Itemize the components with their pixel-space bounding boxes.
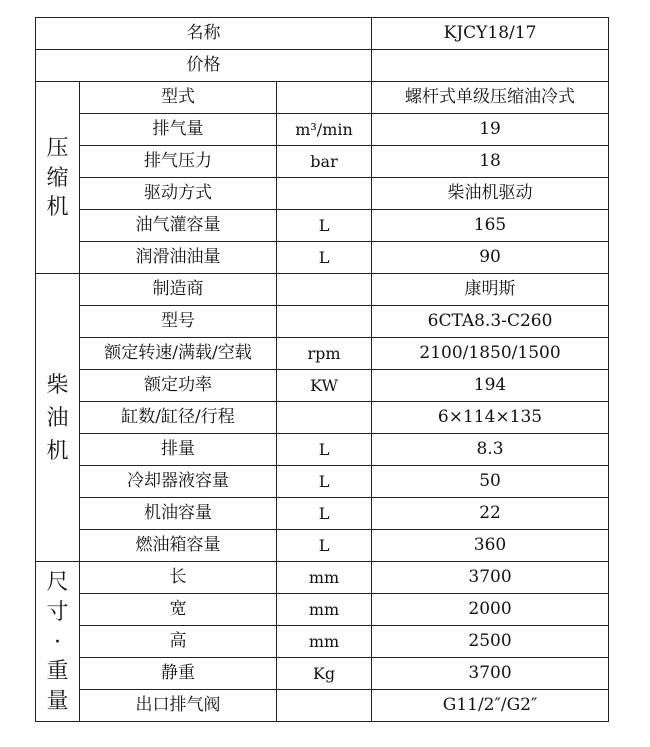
row-value: 50 xyxy=(372,466,609,498)
row-unit: L xyxy=(277,498,372,530)
table-row xyxy=(36,498,609,530)
group-compressor xyxy=(36,82,80,274)
row-unit: m³/min xyxy=(277,114,372,146)
row-label: 制造商 xyxy=(80,274,277,306)
row-label: 燃油箱容量 xyxy=(80,530,277,562)
row-unit: bar xyxy=(277,146,372,178)
model-value: KJCY18/17 xyxy=(372,18,609,50)
row-unit: mm xyxy=(277,626,372,658)
row-value: 2000 xyxy=(372,594,609,626)
row-value: 3700 xyxy=(372,658,609,690)
group-label-char: 柴 xyxy=(46,373,69,398)
row-value: 2100/1850/1500 xyxy=(372,338,609,370)
group-label-char: 压 xyxy=(46,135,69,161)
group-label-char: 重 xyxy=(46,659,69,685)
group-label-char: 尺 xyxy=(46,570,69,596)
table-row xyxy=(36,242,609,274)
table-row xyxy=(36,210,609,242)
row-value: 康明斯 xyxy=(372,274,609,306)
row-unit: L xyxy=(277,466,372,498)
group-label-char: 量 xyxy=(46,689,69,715)
row-value: 柴油机驱动 xyxy=(372,178,609,210)
row-label: 冷却器液容量 xyxy=(80,466,277,498)
row-unit xyxy=(277,306,372,338)
row-value: 19 xyxy=(372,114,609,146)
row-unit: mm xyxy=(277,562,372,594)
row-unit: mm xyxy=(277,594,372,626)
table-row xyxy=(36,466,609,498)
group-label-char: 机 xyxy=(46,195,69,221)
row-label: 额定功率 xyxy=(80,370,277,402)
price-label: 价格 xyxy=(36,50,372,82)
row-unit: L xyxy=(277,434,372,466)
row-label: 宽 xyxy=(80,594,277,626)
name-label: 名称 xyxy=(36,18,372,50)
row-value: 90 xyxy=(372,242,609,274)
group-label-char: 缩 xyxy=(46,165,69,191)
table-row xyxy=(36,274,609,306)
table-row xyxy=(36,594,609,626)
row-value: 3700 xyxy=(372,562,609,594)
row-unit xyxy=(277,178,372,210)
row-value: 165 xyxy=(372,210,609,242)
table-row xyxy=(36,82,609,114)
row-value: 22 xyxy=(372,498,609,530)
group-label-char: 寸 xyxy=(46,599,69,625)
table-row xyxy=(36,178,609,210)
table-row xyxy=(36,146,609,178)
row-value: 18 xyxy=(372,146,609,178)
table-row xyxy=(36,18,609,50)
row-label: 高 xyxy=(80,626,277,658)
row-label: 静重 xyxy=(80,658,277,690)
group-label-char: 机 xyxy=(46,439,69,464)
row-unit: L xyxy=(277,242,372,274)
row-label: 型号 xyxy=(80,306,277,338)
table-row xyxy=(36,626,609,658)
table-row xyxy=(36,50,609,82)
table-row xyxy=(36,690,609,722)
row-label: 出口排气阀 xyxy=(80,690,277,722)
row-label: 长 xyxy=(80,562,277,594)
spec-table xyxy=(35,17,609,722)
row-value: 2500 xyxy=(372,626,609,658)
price-value xyxy=(372,50,609,82)
group-dimensions xyxy=(36,562,80,722)
table-row xyxy=(36,530,609,562)
table-row xyxy=(36,338,609,370)
table-row xyxy=(36,306,609,338)
row-unit: L xyxy=(277,530,372,562)
row-label: 机油容量 xyxy=(80,498,277,530)
row-label: 排量 xyxy=(80,434,277,466)
row-unit: Kg xyxy=(277,658,372,690)
row-value: 360 xyxy=(372,530,609,562)
table-row xyxy=(36,434,609,466)
table-row xyxy=(36,562,609,594)
row-label: 润滑油油量 xyxy=(80,242,277,274)
row-unit xyxy=(277,690,372,722)
row-label: 排气量 xyxy=(80,114,277,146)
row-unit: rpm xyxy=(277,338,372,370)
row-label: 油气灌容量 xyxy=(80,210,277,242)
row-unit xyxy=(277,402,372,434)
table-row xyxy=(36,114,609,146)
group-diesel xyxy=(36,274,80,562)
row-value: 螺杆式单级压缩油冷式 xyxy=(372,82,609,114)
row-unit: KW xyxy=(277,370,372,402)
row-label: 型式 xyxy=(80,82,277,114)
row-label: 排气压力 xyxy=(80,146,277,178)
table-row xyxy=(36,370,609,402)
row-unit xyxy=(277,82,372,114)
row-label: 驱动方式 xyxy=(80,178,277,210)
group-label-char: · xyxy=(54,629,61,655)
table-row xyxy=(36,658,609,690)
row-unit xyxy=(277,274,372,306)
row-label: 额定转速/满载/空载 xyxy=(80,338,277,370)
row-value: 6×114×135 xyxy=(372,402,609,434)
row-value: 194 xyxy=(372,370,609,402)
row-value: 8.3 xyxy=(372,434,609,466)
row-value: G11/2″/G2″ xyxy=(372,690,609,722)
row-value: 6CTA8.3-C260 xyxy=(372,306,609,338)
row-label: 缸数/缸径/行程 xyxy=(80,402,277,434)
group-label-char: 油 xyxy=(46,406,69,431)
table-row xyxy=(36,402,609,434)
row-unit: L xyxy=(277,210,372,242)
